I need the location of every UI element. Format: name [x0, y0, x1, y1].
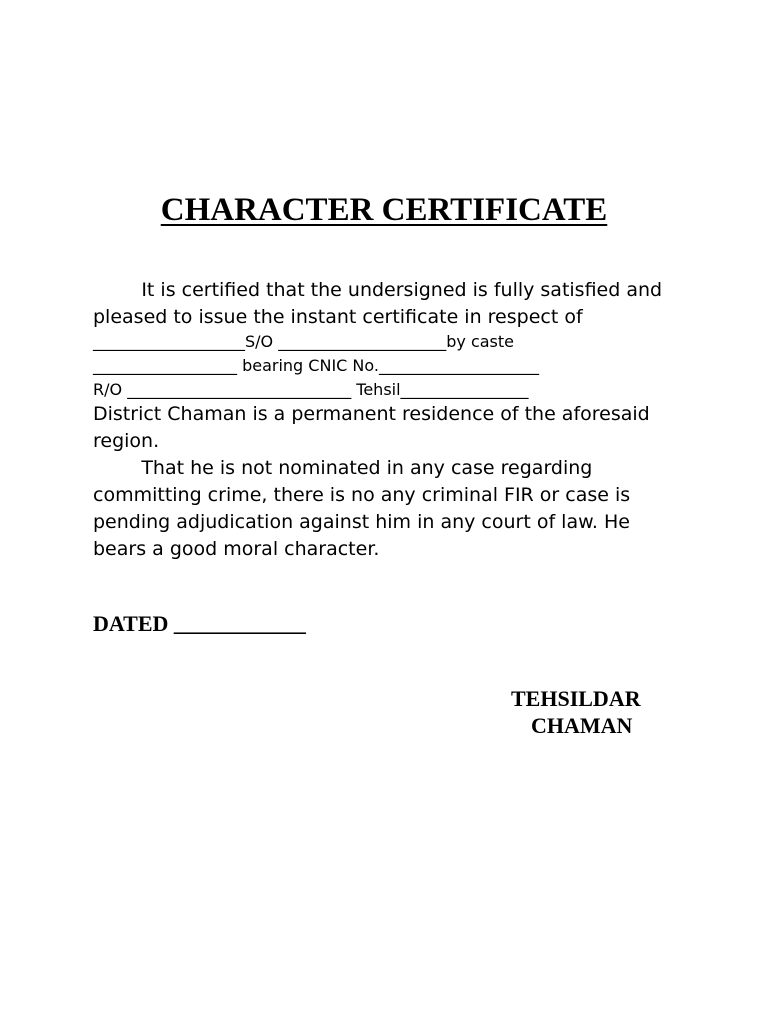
paragraph1-line2: pleased to issue the instant certificate in respect of: [93, 306, 583, 328]
paragraph1-cont-line2: region.: [93, 430, 160, 452]
paragraph2-line2: committing crime, there is no any criminal FIR or case is: [93, 484, 631, 506]
paragraph1-cont-line1: District Chaman is a permanent residence of the aforesaid: [93, 403, 650, 425]
paragraph2-line4: bears a good moral character.: [93, 538, 380, 560]
paragraph2-line1: That he is not nominated in any case regarding: [93, 457, 593, 479]
paragraph2-line3: pending adjudication against him in any court of law. He: [93, 511, 630, 533]
paragraph1-line1: It is certified that the undersigned is fully satisfied and: [93, 279, 663, 301]
field-line-name-son-of-caste: ___________________S/O _____________________by caste: [93, 332, 514, 351]
certificate-title: CHARACTER CERTIFICATE: [160, 192, 608, 228]
signatory-place: CHAMAN: [531, 713, 633, 738]
signatory-title: TEHSILDAR: [511, 686, 641, 711]
dated-field: DATED ____________: [93, 611, 306, 636]
field-line-cnic: __________________ bearing CNIC No.____________________: [93, 356, 539, 375]
field-line-residence-tehsil: R/O ____________________________ Tehsil________________: [93, 380, 529, 399]
